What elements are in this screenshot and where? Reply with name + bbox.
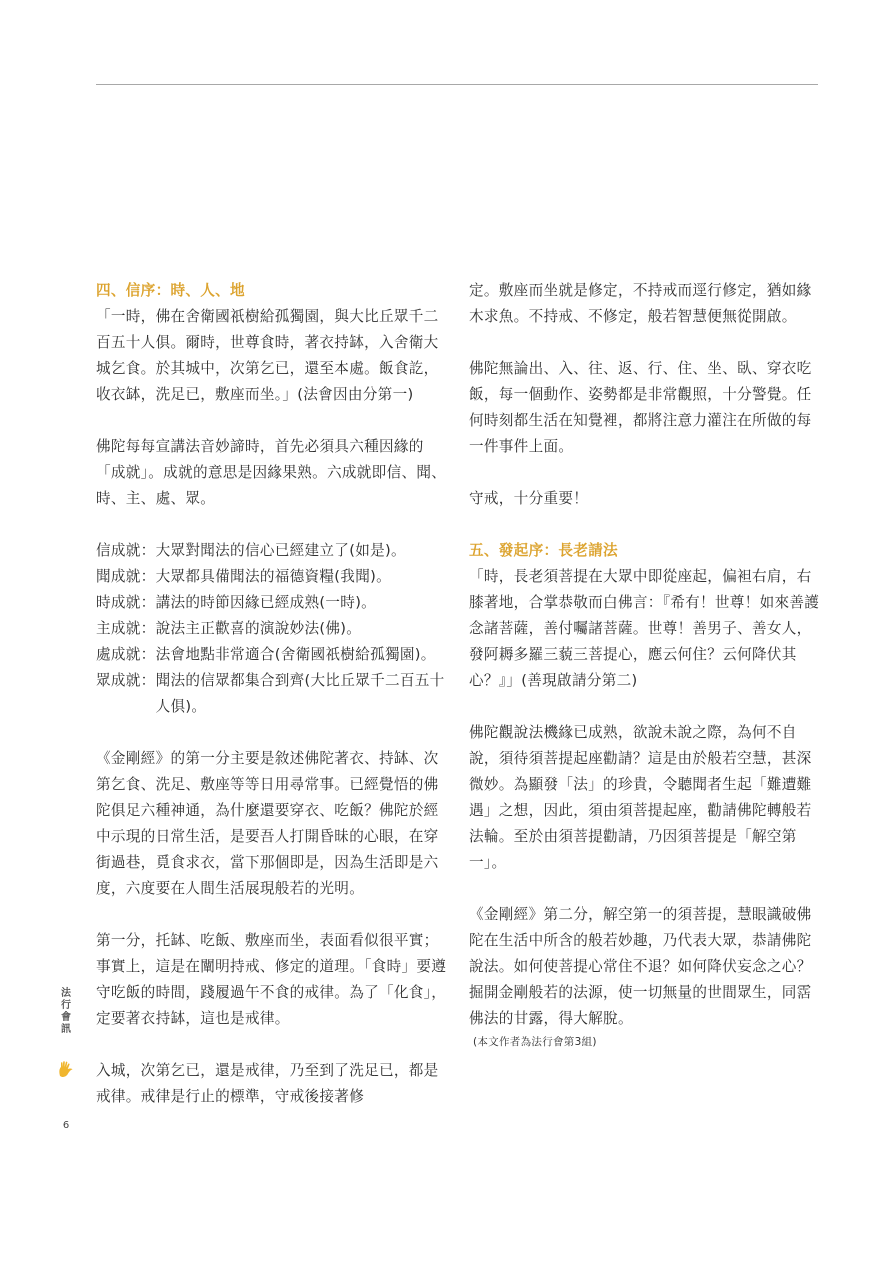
condition-text: 大眾對聞法的信心已經建立了(如是)。 [155, 542, 406, 559]
condition-row [96, 668, 448, 720]
paragraph-precepts-continued: 入城，次第乞已，還是戒律，乃至到了洗足已，都是戒律。戒律是行止的標準，守戒後接著修 [96, 1062, 439, 1105]
condition-text: 聞法的信眾都集合到齊(大比丘眾千二百五十人俱)。 [155, 672, 445, 715]
condition-text: 大眾都具備聞法的福德資糧(我聞)。 [155, 568, 391, 585]
title-char: 會 [61, 1012, 71, 1023]
sutra-quote-1: 「一時，佛在舍衛國祇樹給孤獨園，與大比丘眾千二百五十人俱。爾時，世尊食時，著衣持缽，入舍衛大城乞食。於其城中，次第乞已，還至本處。飯食訖，收衣缽，洗足已，敷座而坐。」(法會因由分第一) [96, 308, 439, 403]
condition-row [96, 616, 448, 642]
title-char: 行 [61, 1000, 71, 1011]
paragraph-subhuti-request: 佛陀觀說法機緣已成熟，欲說未說之際，為何不自說，須待須菩提起座勸請？這是由於般若空慧，甚深微妙。為顯發「法」的珍貴，令聽聞者生起「難遭難遇」之想，因此，須由須菩提起座，勸請佛陀轉般若法輪。至於由須菩提勸請，乃因須菩提是「解空第一」。 [469, 724, 812, 871]
paragraph-mindfulness: 佛陀無論出、入、往、返、行、住、坐、臥、穿衣吃飯，每一個動作、姿勢都是非常觀照，十分警覺。任何時刻都生活在知覺裡，都將注意力灌注在所做的每一件事件上面。 [469, 360, 812, 455]
condition-label: 信成就： [96, 542, 156, 559]
condition-row [96, 642, 448, 668]
paragraph-diamond-sutra-part2: 《金剛經》第二分，解空第一的須菩提，慧眼識破佛陀在生活中所含的般若妙趣，乃代表大眾，恭請佛陀說法。如何使菩提心常住不退？如何降伏妄念之心？掘開金剛般若的法源，使一切無量的世間眾生，同霑佛法的甘露，得大解脫。 [469, 906, 812, 1027]
condition-label: 聞成就： [96, 568, 156, 585]
condition-text: 法會地點非常適合(舍衛國祇樹給孤獨園)。 [155, 646, 436, 663]
title-char: 法 [61, 988, 71, 999]
conditions-list [96, 538, 448, 720]
condition-label: 主成就： [96, 620, 156, 637]
paragraph-diamond-sutra-part1: 《金剛經》的第一分主要是敘述佛陀著衣、持缽、次第乞食、洗足、敷座等等日用尋常事。已經覺悟的佛陀俱足六種神通，為什麼還要穿衣、吃飯？佛陀於經中示現的日常生活，是要吾人打開昏昧的心眼，在穿街過巷，覓食求衣，當下那個即是，因為生活即是六度，六度要在人間生活展現般若的光明。 [96, 750, 439, 897]
condition-row [96, 564, 448, 590]
magazine-title-vertical [56, 988, 76, 1036]
left-column [96, 278, 448, 1110]
condition-text: 說法主正歡喜的演說妙法(佛)。 [155, 620, 362, 637]
paragraph-precepts-important: 守戒，十分重要！ [469, 490, 589, 507]
top-rule [96, 84, 818, 85]
section4-heading: 四、信序：時、人、地 [96, 282, 245, 299]
right-column [469, 278, 821, 1052]
title-char: 訊 [61, 1024, 71, 1035]
author-note: (本文作者為法行會第3組) [473, 1036, 597, 1048]
condition-label: 眾成就： [96, 672, 156, 689]
paragraph-precepts: 第一分，托缽、吃飯、敷座而坐，表面看似很平實；事實上，這是在闡明持戒、修定的道理。「食時」要遵守吃飯的時間，踐履過午不食的戒律。為了「化食」，定要著衣持缽，這也是戒律。 [96, 932, 447, 1027]
condition-text: 講法的時節因緣已經成熟(一時)。 [155, 594, 377, 611]
condition-row [96, 538, 448, 564]
condition-label: 時成就： [96, 594, 156, 611]
paragraph-meditation: 定。敷座而坐就是修定，不持戒而逕行修定，猶如緣木求魚。不持戒、不修定，般若智慧便無從開啟。 [469, 282, 812, 325]
section5-heading: 五、發起序：長老請法 [469, 542, 618, 559]
sutra-quote-2: 「時，長老須菩提在大眾中即從座起，偏袒右肩，右膝著地，合掌恭敬而白佛言：『希有！世尊！如來善護念諸菩薩，善付囑諸菩薩。世尊！善男子、善女人，發阿耨多羅三藐三菩提心，應云何住？云何降伏其心？』」(善現啟請分第二) [469, 568, 820, 689]
condition-row [96, 590, 448, 616]
paragraph-six-conditions: 佛陀每每宣講法音妙諦時，首先必須具六種因緣的「成就」。成就的意思是因緣果熟。六成就即信、聞、時、主、處、眾。 [96, 438, 447, 507]
palm-logo-icon [56, 1060, 76, 1082]
condition-label: 處成就： [96, 646, 156, 663]
page-number: 6 [62, 1120, 70, 1131]
